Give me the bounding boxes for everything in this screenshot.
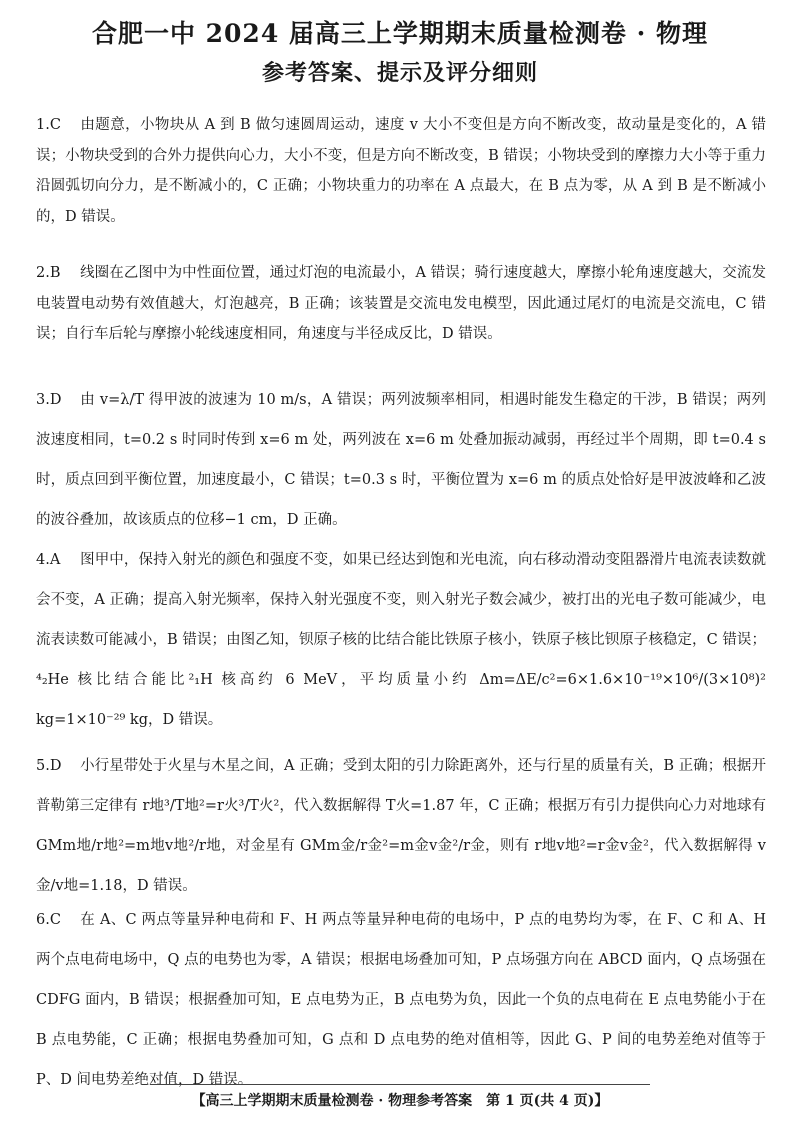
answer-item-6: [36, 900, 766, 1100]
answer-item-1: [36, 110, 766, 232]
answer-text: 在 A、C 两点等量异种电荷和 F、H 两点等量异种电荷的电场中，P 点的电势均为零，在 F、C 和 A、H 两个点电荷电场中，Q 点的电势也为零，A 错误；根据电场叠加可知，P 点场强方向在 ABCD 面内，Q 点场强在 CDFG 面内，B 错误；根据叠加可知，E 点电势为正，B 点电势为负，因此一个负的点电荷在 E 点电势能小于在 B 点电势能，C 正确；根据电势叠加可知，G 点和 D 点电势的绝对值相等，因此 G、P 间的电势差绝对值等于 P、D 间电势差绝对值，D 错误。: [36, 912, 766, 1088]
answer-text: 小行星带处于火星与木星之间，A 正确；受到太阳的引力除距离外，还与行星的质量有关，B 正确；根据开普勒第三定律有 r地³/T地²=r火³/T火²，代入数据解得 T火=1.87 年，C 正确；根据万有引力提供向心力对地球有 GMm地/r地²=m地v地²/r地，对金星有 GMm金/r金²=m金v金²/r金，则有 r地v地²=r金v金²，代入数据解得 v金/v地=1.18，D 错误。: [36, 758, 766, 894]
page-title: 合肥一中 2024 届高三上学期期末质量检测卷 · 物理: [91, 19, 709, 48]
answer-number: 2.B: [36, 265, 61, 281]
page-footer: 【高三上学期期末质量检测卷 · 物理参考答案 第 1 页(共 4 页)】: [191, 1093, 609, 1109]
answer-number: 4.A: [36, 552, 61, 568]
footer-rule: [150, 1084, 650, 1085]
answer-text: 图甲中，保持入射光的颜色和强度不变，如果已经达到饱和光电流，向右移动滑动变阻器滑片电流表读数就会不变，A 正确；提高入射光频率，保持入射光强度不变，则入射光子数会减少，被打出的光电子数可能减少，电流表读数可能减小，B 错误；由图乙知，钡原子核的比结合能比铁原子核小，铁原子核比钡原子核稳定，C 错误；⁴₂He 核比结合能比²₁H 核高约 6 MeV，平均质量小约 Δm=ΔE/c²=6×1.6×10⁻¹⁹×10⁶/(3×10⁸)² kg=1×10⁻²⁹ kg，D 错误。: [36, 552, 766, 728]
answer-text: 由题意，小物块从 A 到 B 做匀速圆周运动，速度 v 大小不变但是方向不断改变，故动量是变化的，A 错误；小物块受到的合外力提供向心力，大小不变，但是方向不断改变，B 错误；小物块受到的摩擦力大小等于重力沿圆弧切向分力，是不断减小的，C 正确；小物块重力的功率在 A 点最大，在 B 点为零，从 A 到 B 是不断减小的，D 错误。: [36, 117, 766, 225]
answer-text: 线圈在乙图中为中性面位置，通过灯泡的电流最小，A 错误；骑行速度越大，摩擦小轮角速度越大，交流发电装置电动势有效值越大，灯泡越亮，B 正确；该装置是交流电发电模型，因此通过尾灯的电流是交流电，C 错误；自行车后轮与摩擦小轮线速度相同，角速度与半径成反比，D 错误。: [36, 265, 766, 342]
answer-number: 1.C: [36, 117, 61, 133]
answer-text: 由 v=λ/T 得甲波的波速为 10 m/s，A 错误；两列波频率相同，相遇时能发生稳定的干涉，B 错误；两列波速度相同，t=0.2 s 时同时传到 x=6 m 处，两列波在 x=6 m 处叠加振动减弱，再经过半个周期，即 t=0.4 s 时，质点回到平衡位置，加速度最小，C 错误；t=0.3 s 时，平衡位置为 x=6 m 的质点处恰好是甲波波峰和乙波的波谷叠加，故该质点的位移−1 cm，D 正确。: [36, 392, 766, 528]
answer-number: 3.D: [36, 392, 62, 408]
answer-item-4: [36, 540, 766, 740]
page-subtitle: 参考答案、提示及评分细则: [261, 60, 538, 86]
answer-item-3: [36, 380, 766, 540]
answer-number: 6.C: [36, 912, 61, 928]
answer-item-5: [36, 746, 766, 906]
answer-number: 5.D: [36, 758, 62, 774]
answer-item-2: [36, 258, 766, 350]
